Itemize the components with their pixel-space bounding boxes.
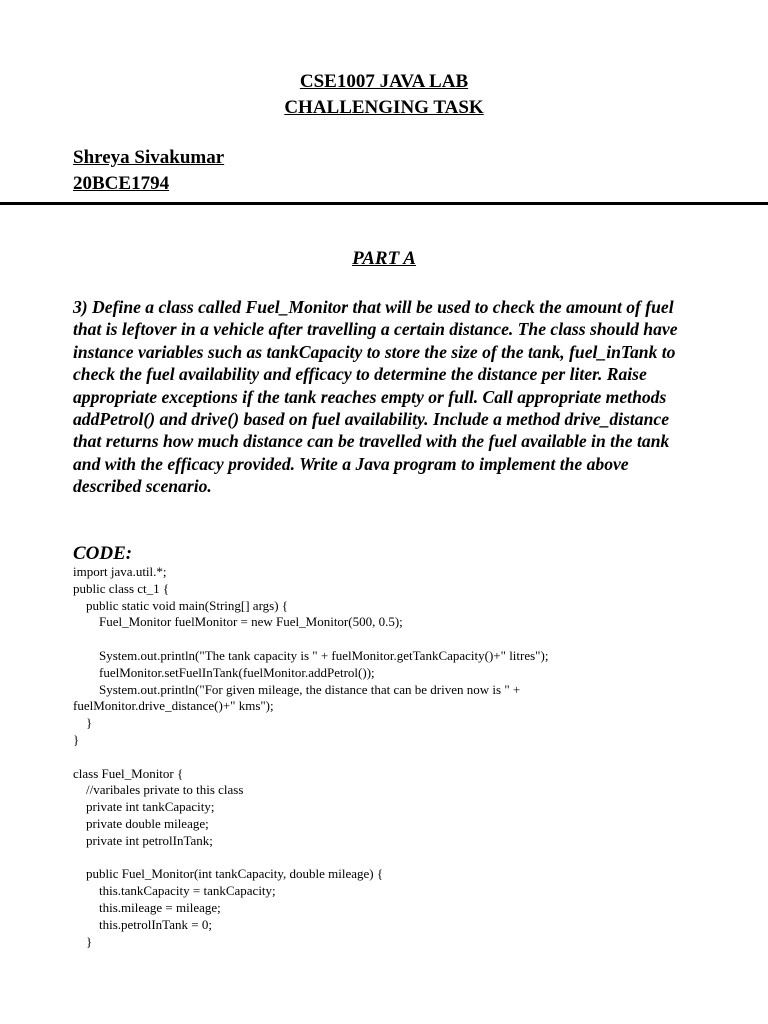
code-line: }	[73, 933, 93, 949]
code-line: System.out.println("The tank capacity is " + fuelMonitor.getTankCapacity()+" litres");	[73, 647, 549, 663]
author-name: Shreya Sivakumar	[73, 147, 225, 168]
code-line: System.out.println("For given mileage, the distance that can be driven now is " +	[73, 681, 521, 697]
code-line	[73, 631, 713, 648]
task-title: CHALLENGING TASK	[284, 97, 484, 118]
code-line: this.petrolInTank = 0;	[73, 916, 212, 932]
code-line	[73, 749, 713, 766]
header-divider	[0, 202, 768, 205]
code-line: public class ct_1 {	[73, 580, 170, 596]
code-block	[73, 564, 713, 950]
code-line: Fuel_Monitor fuelMonitor = new Fuel_Monitor(500, 0.5);	[73, 614, 403, 630]
author-registration-number: 20BCE1794	[73, 173, 170, 194]
code-line: }	[73, 715, 93, 731]
question-text: 3) Define a class called Fuel_Monitor that will be used to check the amount of fuel that is leftover in a vehicle after travelling a certain distance. The class should have instance variables such as tankCapacity to store the size of the tank, fuel_inTank to check the fuel availability and efficacy to determine the distance per liter. Raise appropriate exceptions if the tank reaches empty or full. Call appropriate methods addPetrol() and drive() based on fuel availability. Include a method drive_distance that returns how much distance can be travelled with the fuel available in the tank and with the efficacy provided. Write a Java program to implement the above described scenario.	[73, 297, 678, 497]
code-line: fuelMonitor.setFuelInTank(fuelMonitor.addPetrol());	[73, 664, 375, 680]
code-line: fuelMonitor.drive_distance()+" kms");	[73, 698, 274, 714]
code-line: }	[73, 731, 80, 747]
code-line: public Fuel_Monitor(int tankCapacity, double mileage) {	[73, 866, 384, 882]
code-line: //varibales private to this class	[73, 782, 244, 798]
code-line: private int tankCapacity;	[73, 799, 215, 815]
code-line: class Fuel_Monitor {	[73, 765, 184, 781]
code-line: this.mileage = mileage;	[73, 899, 221, 915]
code-line: import java.util.*;	[73, 564, 167, 579]
code-line	[73, 850, 713, 867]
course-title: CSE1007 JAVA LAB	[299, 71, 469, 92]
code-line: private int petrolInTank;	[73, 832, 213, 848]
code-line: private double mileage;	[73, 815, 209, 831]
section-heading: PART A	[352, 248, 416, 269]
code-line: this.tankCapacity = tankCapacity;	[73, 883, 276, 899]
code-line: public static void main(String[] args) {	[73, 597, 289, 613]
code-heading: CODE:	[73, 543, 133, 564]
